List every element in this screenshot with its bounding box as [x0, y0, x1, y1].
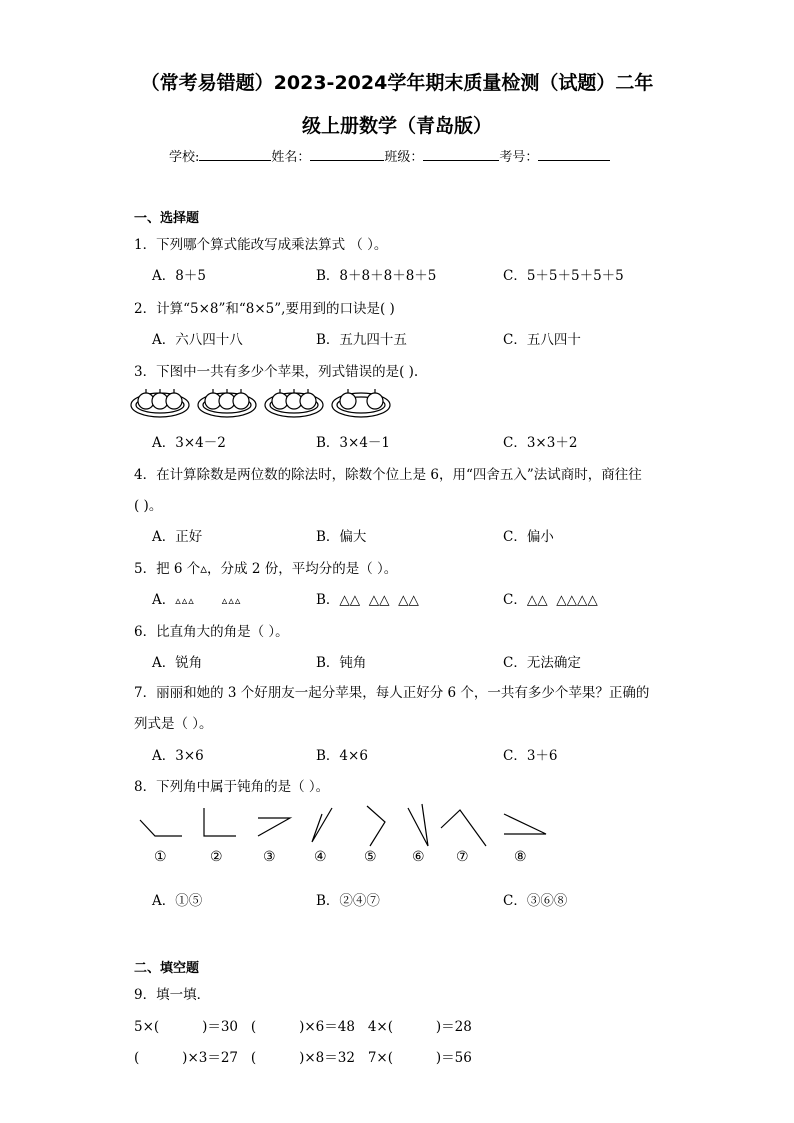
apple: [233, 393, 249, 409]
school-label: 学校:: [169, 150, 200, 165]
angle-1: [140, 820, 182, 836]
q1-option-c[interactable]: C．5＋5＋5＋5＋5: [503, 268, 624, 284]
question-1: 1．下列哪个算式能改写成乘法算式 （ ）。: [134, 237, 388, 253]
angle-label-2: ②: [210, 849, 223, 865]
school-field[interactable]: [199, 148, 271, 161]
student-info-line: [169, 146, 610, 165]
q5-option-c-label: C．: [503, 592, 527, 608]
q3-option-c[interactable]: C．3×3＋2: [503, 435, 578, 451]
q9-blank-5[interactable]: ( )×8＝32: [250, 1050, 355, 1066]
q7-option-b[interactable]: B．4×6: [316, 748, 368, 764]
q5-option-b[interactable]: [316, 588, 419, 608]
angle-label-5: ⑤: [364, 849, 377, 865]
q9-blank-4[interactable]: ( )×3＝27: [134, 1050, 239, 1066]
question-5: 5．把 6 个▵，分成 2 份，平均分的是（ ）。: [134, 561, 398, 577]
title-line-1: （常考易错题）2023-2024学年期末质量检测（试题）二年: [140, 72, 654, 94]
name-field[interactable]: [310, 148, 384, 161]
question-7-line-2: 列式是（ ）。: [134, 716, 213, 732]
q6-option-b[interactable]: B．钝角: [316, 655, 367, 671]
apple-plates-figure: [130, 385, 395, 420]
angle-8: [504, 814, 546, 834]
triangles-icon: △△ △△△△: [526, 592, 598, 608]
angle-label-7: ⑦: [456, 849, 469, 865]
apple: [300, 393, 316, 409]
q2-option-b[interactable]: B．五九四十五: [316, 332, 407, 348]
q9-row-1: [134, 1015, 472, 1035]
angle-6: [408, 804, 428, 846]
q4-option-b[interactable]: B．偏大: [316, 529, 367, 545]
q1-option-b[interactable]: B．8＋8＋8＋8＋5: [316, 268, 437, 284]
exam-no-field[interactable]: [538, 148, 610, 161]
q3-option-b[interactable]: B．3×4－1: [316, 435, 390, 451]
question-8: 8．下列角中属于钝角的是（ ）。: [134, 779, 330, 795]
angle-label-1: ①: [154, 849, 167, 865]
angle-label-6: ⑥: [412, 849, 425, 865]
q9-row-2: [134, 1046, 472, 1066]
question-2: 2．计算“5×8”和“8×5”,要用到的口诀是( ): [134, 301, 395, 317]
q5-option-a[interactable]: [152, 588, 241, 608]
q9-blank-2[interactable]: ( )×6＝48: [250, 1019, 355, 1035]
triangles-icon: △△ △△ △△: [339, 592, 419, 608]
angle-2: [204, 808, 236, 836]
q6-option-a[interactable]: A．锐角: [152, 655, 203, 671]
angles-figure: [130, 800, 560, 850]
angle-3: [258, 818, 290, 836]
angle-4: [312, 808, 332, 842]
q5-option-a-label: A．: [152, 592, 176, 608]
q8-option-a[interactable]: A．①⑤: [152, 893, 203, 909]
name-label: 姓名：: [271, 150, 311, 165]
apple: [166, 393, 182, 409]
apple: [340, 393, 356, 409]
small-triangles-icon: ▵▵▵ ▵▵▵: [175, 594, 242, 607]
class-field[interactable]: [423, 148, 499, 161]
question-7: 7．丽丽和她的 3 个好朋友一起分苹果，每人正好分 6 个，一共有多少个苹果？正确的: [134, 685, 650, 701]
angle-5: [367, 806, 385, 846]
question-4-line-2: ( )。: [134, 498, 163, 514]
question-9: 9．填一填．: [134, 987, 211, 1003]
q2-option-c[interactable]: C．五八四十: [503, 332, 581, 348]
section-choice-title: 一、选择题: [134, 211, 200, 226]
q5-option-b-label: B．: [316, 592, 340, 608]
angle-7: [441, 810, 486, 846]
title-line-2: 级上册数学（青岛版）: [301, 115, 492, 137]
q7-option-c[interactable]: C．3＋6: [503, 748, 558, 764]
q4-option-c[interactable]: C．偏小: [503, 529, 554, 545]
angle-label-3: ③: [263, 849, 276, 865]
exam-no-label: 考号：: [499, 150, 539, 165]
angle-label-8: ⑧: [514, 849, 527, 865]
q9-blank-6[interactable]: 7×( )＝56: [367, 1050, 472, 1066]
question-6: 6．比直角大的角是（ ）。: [134, 624, 289, 640]
q9-blank-3[interactable]: 4×( )＝28: [367, 1019, 472, 1035]
class-label: 班级：: [384, 150, 424, 165]
q4-option-a[interactable]: A．正好: [152, 529, 203, 545]
q9-blank-1[interactable]: 5×( )＝30: [134, 1019, 239, 1035]
question-4: 4．在计算除数是两位数的除法时，除数个位上是 6，用“四舍五入”法试商时，商往往: [134, 467, 642, 483]
q8-option-c[interactable]: C．③⑥⑧: [503, 893, 568, 909]
question-3: 3．下图中一共有多少个苹果，列式错误的是( ).: [134, 364, 419, 380]
q2-option-a[interactable]: A．六八四十八: [152, 332, 243, 348]
q6-option-c[interactable]: C．无法确定: [503, 655, 581, 671]
angle-label-4: ④: [314, 849, 327, 865]
apple: [367, 393, 383, 409]
q5-option-c[interactable]: [503, 588, 598, 608]
section-fill-title: 二、填空题: [134, 961, 200, 976]
q3-option-a[interactable]: A．3×4－2: [152, 435, 226, 451]
q7-option-a[interactable]: A．3×6: [152, 748, 204, 764]
q8-option-b[interactable]: B．②④⑦: [316, 893, 380, 909]
q1-option-a[interactable]: A．8＋5: [152, 268, 206, 284]
